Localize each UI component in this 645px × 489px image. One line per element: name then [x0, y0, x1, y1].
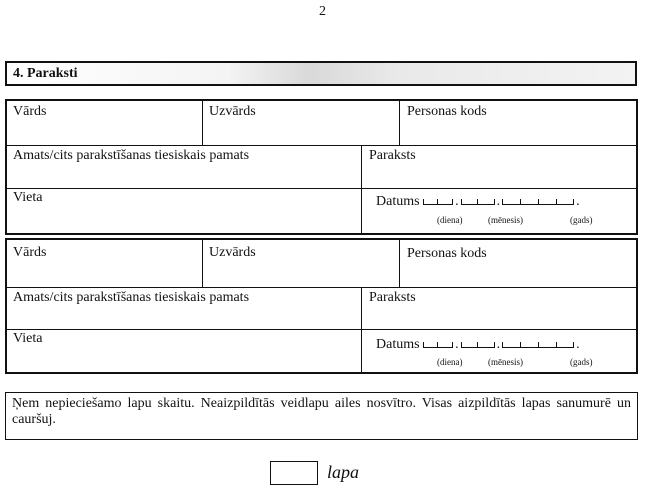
signer-block-2 — [5, 238, 638, 374]
month-input[interactable] — [461, 196, 495, 205]
datums-label: Datums — [376, 337, 420, 352]
instructions-note: Ņem nepieciešamo lapu skaitu. Neaizpildītās veidlapu ailes nosvītro. Visas aizpildītās lapas sanumurē un cauršuj. — [5, 392, 638, 440]
vards-field[interactable]: Vārds — [13, 104, 47, 119]
vieta-field[interactable]: Vieta — [13, 190, 43, 205]
page-label: lapa — [327, 462, 360, 482]
month-input[interactable] — [461, 339, 495, 348]
datums-field[interactable]: Datums . . . — [376, 337, 580, 352]
datums-label: Datums — [376, 194, 420, 209]
diena-label: (diena) — [437, 215, 463, 225]
year-input[interactable] — [502, 339, 574, 348]
diena-label: (diena) — [437, 357, 463, 367]
day-input[interactable] — [423, 339, 453, 348]
menesis-label: (mēnesis) — [488, 357, 523, 367]
uzvards-field[interactable]: Uzvārds — [209, 245, 256, 260]
day-input[interactable] — [423, 196, 453, 205]
year-input[interactable] — [502, 196, 574, 205]
uzvards-field[interactable]: Uzvārds — [209, 104, 256, 119]
personas-kods-field[interactable]: Personas kods — [407, 246, 487, 261]
menesis-label: (mēnesis) — [488, 215, 523, 225]
personas-kods-field[interactable]: Personas kods — [407, 104, 487, 119]
gads-label: (gads) — [570, 357, 593, 367]
datums-field[interactable]: Datums . . . — [376, 194, 580, 209]
page-count-input[interactable] — [270, 461, 318, 485]
section-title: 4. Paraksti — [13, 66, 78, 81]
page-number: 2 — [319, 4, 326, 19]
amats-field[interactable]: Amats/cits parakstīšanas tiesiskais pamats — [13, 290, 250, 305]
vards-field[interactable]: Vārds — [13, 245, 47, 260]
amats-field[interactable]: Amats/cits parakstīšanas tiesiskais pamats — [13, 148, 250, 163]
vieta-field[interactable]: Vieta — [13, 331, 43, 346]
section-header — [5, 61, 637, 86]
paraksts-field[interactable]: Paraksts — [369, 290, 416, 305]
paraksts-field[interactable]: Paraksts — [369, 148, 416, 163]
gads-label: (gads) — [570, 215, 593, 225]
signer-block-1 — [5, 99, 638, 235]
